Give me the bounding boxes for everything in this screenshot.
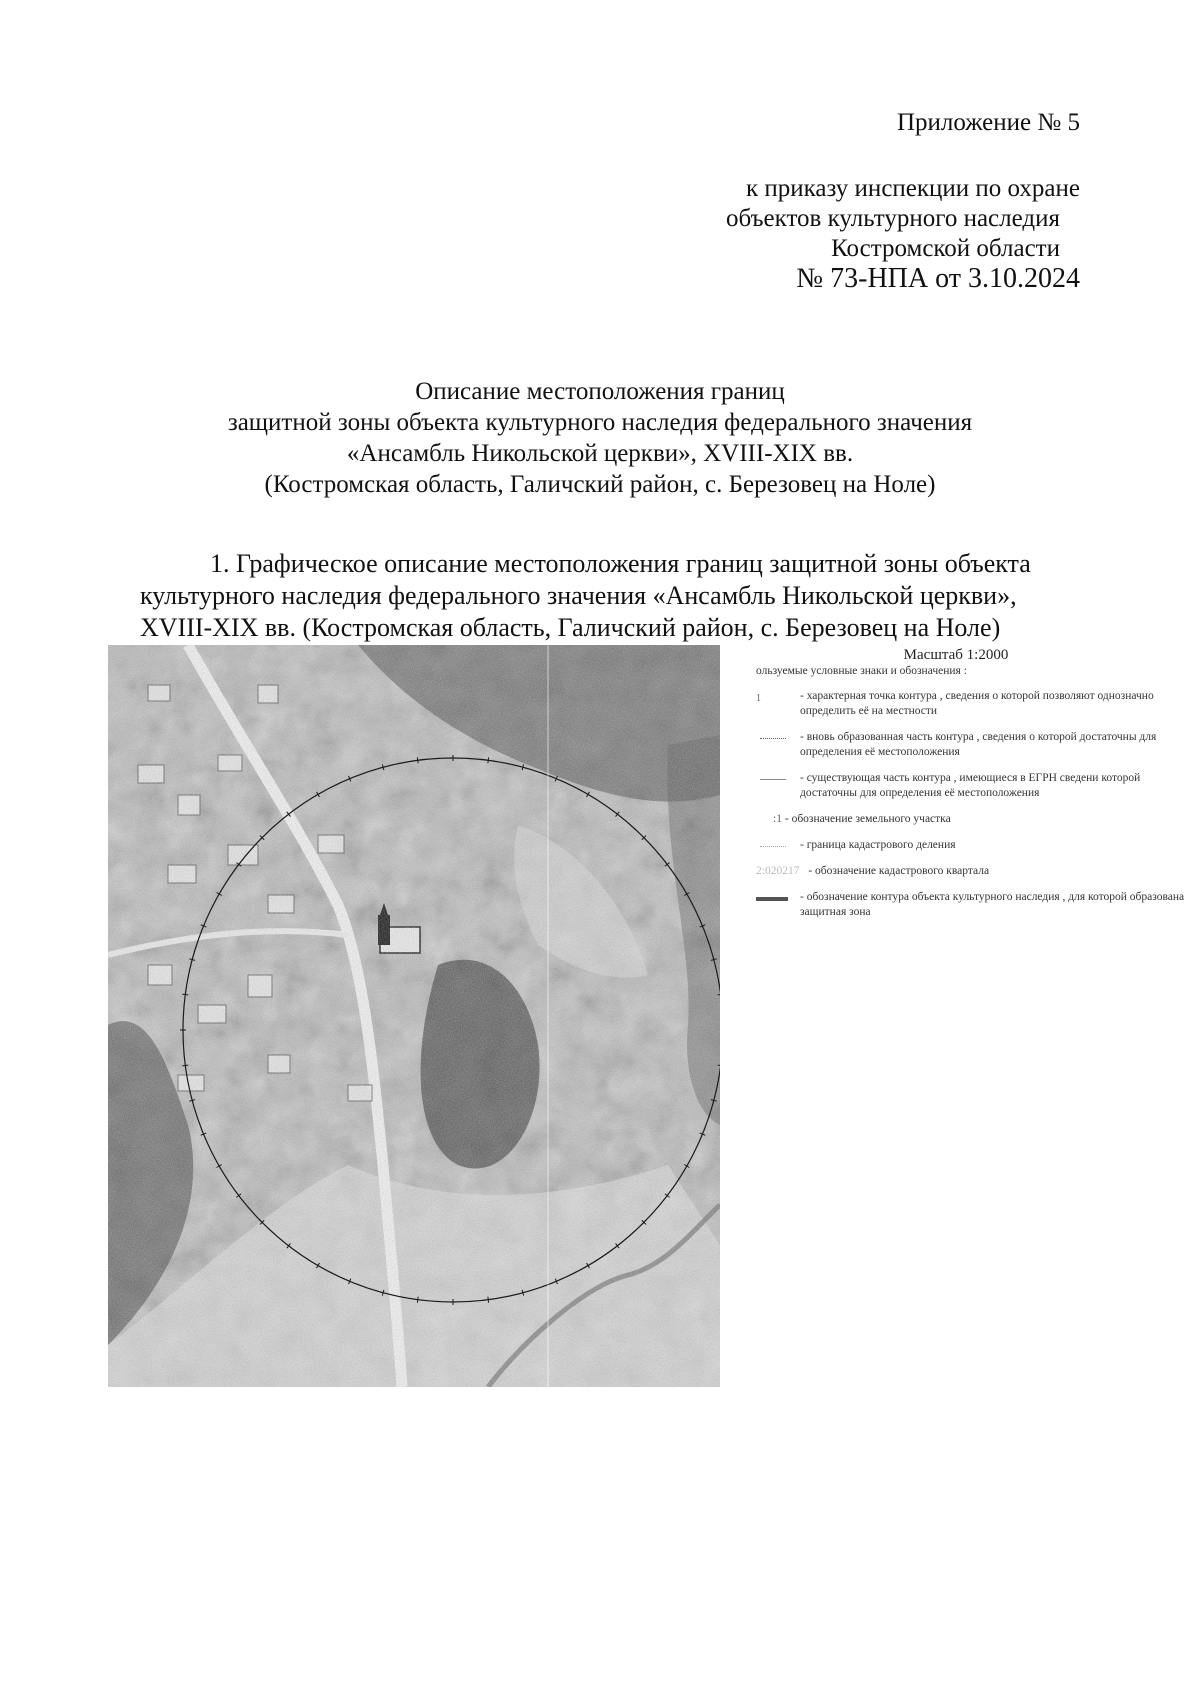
legend-item-existing-contour — [756, 771, 1196, 801]
legend-item-cadastral-quarter — [756, 864, 1196, 879]
title-line-4: (Костромская область, Галичский район, с. Березовец на Ноле) — [264, 471, 936, 498]
map-legend — [756, 648, 1196, 931]
section-1-line-3: XVIII-XIX вв. (Костромская область, Галичский район, с. Березовец на Ноле) — [140, 613, 1001, 642]
appendix-line-2: объектов культурного наследия — [726, 205, 1060, 232]
appendix-line-1: к приказу инспекции по охране — [745, 175, 1080, 202]
legend-item-cadastral-division — [756, 838, 1196, 853]
appendix-block — [690, 108, 1080, 294]
existing-contour-line-icon — [756, 773, 796, 785]
appendix-line-3: Костромской области — [831, 235, 1060, 262]
section-1-line-2: культурного наследия федерального значения «Ансамбль Никольской церкви», — [140, 581, 1017, 610]
order-number: № 73-НПА от 3.10.2024 — [796, 263, 1080, 294]
section-1-text — [140, 548, 1100, 644]
title-line-3: «Ансамбль Никольской церкви», XVIII-XIX вв. — [346, 440, 854, 467]
legend-heading: ользуемые условные знаки и обозначения : — [756, 665, 967, 677]
legend-text-2: - вновь образованная часть контура , сведения о которой достаточны для определения её местоположения — [800, 731, 1157, 758]
section-1-line-1: 1. Графическое описание местоположения границ защитной зоны объекта — [210, 549, 1031, 578]
legend-item-new-contour — [756, 730, 1196, 760]
cadastral-quarter-symbol: 2:020217 — [756, 865, 800, 877]
land-plot-symbol: :1 — [773, 813, 782, 825]
legend-text-1: - характерная точка контура , сведения о которой позволяют однозначно определить её на местности — [800, 690, 1154, 717]
legend-item-heritage-contour — [756, 890, 1196, 920]
legend-text-4: - обозначение земельного участка — [784, 813, 951, 825]
title-line-1: Описание местоположения границ — [415, 378, 785, 405]
legend-item-land-plot — [756, 812, 1196, 827]
cadastral-division-line-icon — [756, 840, 796, 852]
map-scale: Масштаб 1:2000 — [903, 647, 1009, 663]
title-line-2: защитной зоны объекта культурного наследия федерального значения — [227, 409, 973, 436]
contour-point-symbol: 1 — [756, 693, 761, 704]
heritage-contour-line-icon — [756, 892, 796, 904]
legend-text-3: - существующая часть контура , имеющиеся в ЕГРН сведени которой достаточны для определения её местоположения — [800, 772, 1141, 799]
document-title — [140, 376, 1060, 500]
new-contour-line-icon — [756, 732, 796, 744]
satellite-map — [108, 645, 720, 1387]
appendix-title: Приложение № 5 — [896, 109, 1080, 136]
legend-item-contour-point — [756, 689, 1196, 719]
legend-text-7: - обозначение контура объекта культурного наследия , для которой образована защитная зона — [800, 891, 1185, 918]
legend-text-6: - обозначение кадастрового квартала — [808, 865, 990, 877]
legend-text-5: - граница кадастрового деления — [800, 839, 956, 851]
